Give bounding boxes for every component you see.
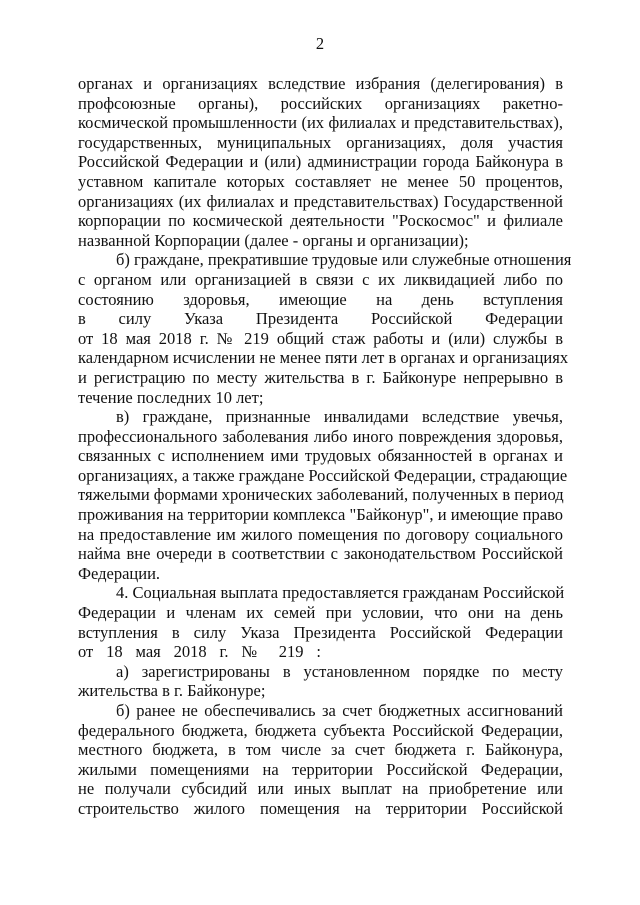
text-line: связанных с исполнением ими трудовых обязанностей в органах и <box>78 446 563 466</box>
text-line: организациях (их филиалах и представительствах) Государственной <box>78 191 563 211</box>
text-line: жительства в г. Байконуре; <box>78 681 266 701</box>
text-line: состоянию здоровья, имеющие на день вступления <box>78 289 563 309</box>
text-line: космической промышленности (их филиалах и представительствах), <box>78 113 563 133</box>
text-line: б) ранее не обеспечивались за счет бюджетных ассигнований <box>116 701 563 720</box>
text-line: проживания на территории комплекса "Байконур", и имеющие право <box>78 505 563 525</box>
page-number: 2 <box>315 34 325 53</box>
text-line: а) зарегистрированы в установленном порядке по месту <box>116 661 563 681</box>
text-line: не получали субсидий или иных выплат на приобретение или <box>78 779 563 799</box>
text-line: органах и организациях вследствие избрания (делегирования) в <box>78 74 563 93</box>
text-line: в) граждане, признанные инвалидами вследствие увечья, <box>116 407 563 427</box>
text-line: от 18 мая 2018 г. № 219 : <box>78 642 321 662</box>
text-line: тяжелыми формами хронических заболеваний, полученных в период <box>78 485 564 505</box>
text-line: и регистрацию по месту жительства в г. Байконуре непрерывно в <box>78 367 563 387</box>
text-line: календарном исчислении не менее пяти лет в органах и организациях <box>78 348 569 368</box>
text-line: профессионального заболевания либо иного повреждения здоровья, <box>78 426 563 446</box>
text-line: корпорации по космической деятельности "Роскосмос" и филиале <box>78 211 563 231</box>
text-line: государственных, муниципальных организациях, доля участия <box>78 132 563 152</box>
text-line: строительство жилого помещения на территории Российской <box>78 798 563 818</box>
text-line: организациях, а также граждане Российской Федерации, страдающие <box>78 465 568 485</box>
document-body <box>78 74 572 819</box>
text-line: в силу Указа Президента Российской Федерации <box>78 309 563 329</box>
text-line: от 18 мая 2018 г. № 219 общий стаж работы и (или) службы в <box>78 328 563 348</box>
text-line: профсоюзные органы), российских организациях ракетно- <box>78 93 563 113</box>
text-line: федерального бюджета, бюджета субъекта Российской Федерации, <box>78 720 563 740</box>
text-line: найма вне очереди в соответствии с законодательством Российской <box>78 544 563 564</box>
text-line: с органом или организацией в связи с их ликвидацией либо по <box>78 269 563 289</box>
text-line: местного бюджета, в том числе за счет бюджета г. Байконура, <box>78 740 563 760</box>
text-line: жилыми помещениями на территории Российской Федерации, <box>78 759 563 779</box>
text-line: уставном капитале которых составляет не менее 50 процентов, <box>78 171 563 191</box>
text-line: Российской Федерации и (или) администрации города Байконура в <box>78 152 563 172</box>
text-line: на предоставление им жилого помещения по договору социального <box>78 524 563 544</box>
text-line: Федерации и членам их семей при условии, что они на день <box>78 603 563 623</box>
text-line: вступления в силу Указа Президента Российской Федерации <box>78 622 563 642</box>
text-line: 4. Социальная выплата предоставляется гражданам Российской <box>116 583 565 603</box>
text-line: Федерации. <box>78 563 161 583</box>
text-line: течение последних 10 лет; <box>78 387 264 407</box>
text-line: б) граждане, прекратившие трудовые или служебные отношения <box>116 250 572 270</box>
text-line: названной Корпорации (далее - органы и организации); <box>78 230 469 250</box>
